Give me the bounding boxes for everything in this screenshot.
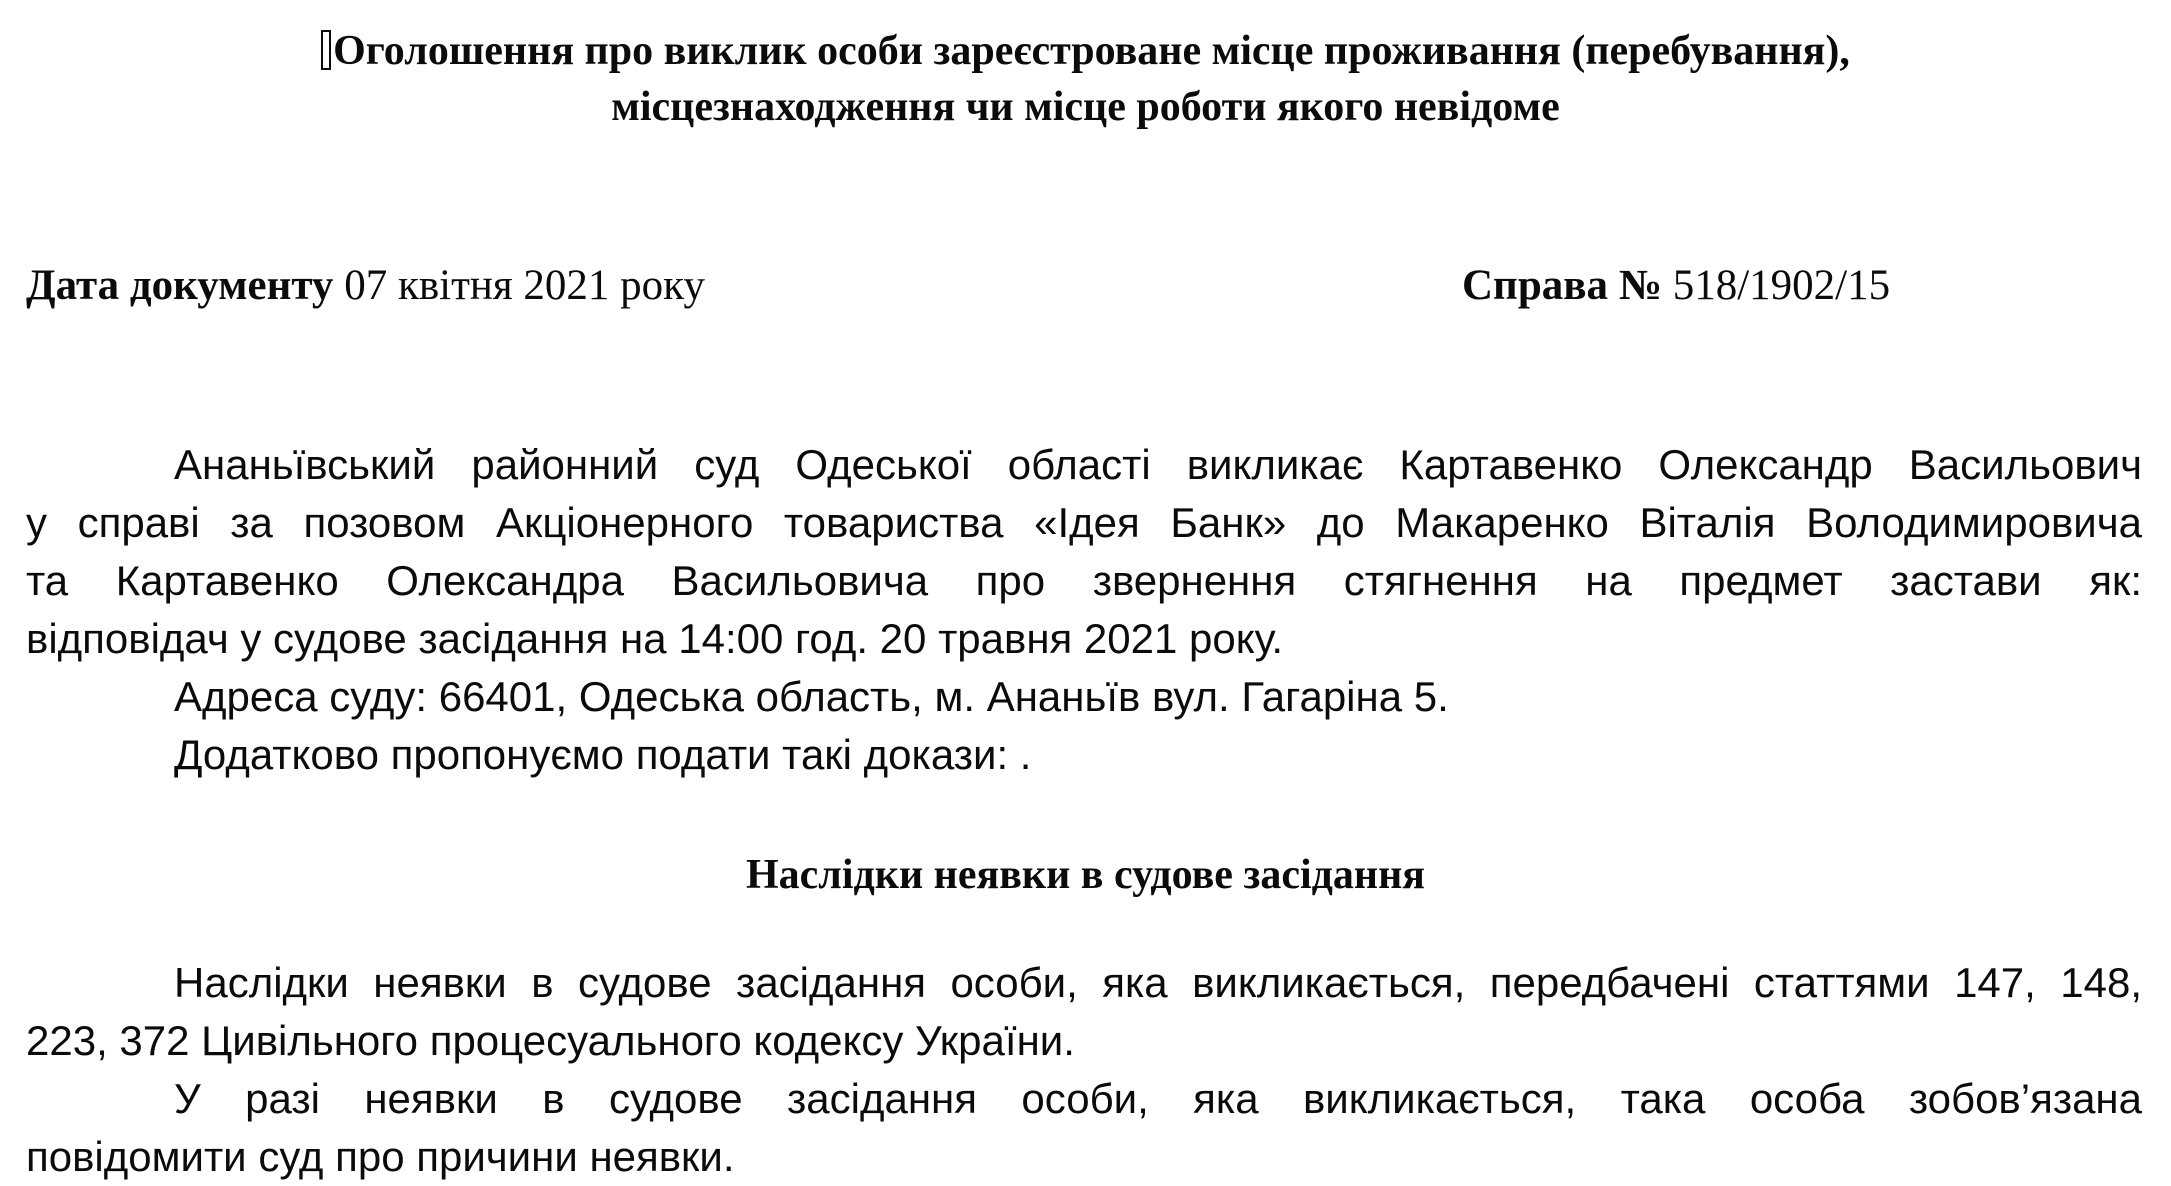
consequences-p2-line-2: повідомити суд про причини неявки. [26, 1133, 735, 1180]
summons-line-4: відповідач у судове засідання на 14:00 год. 20 травня 2021 року. [26, 615, 1284, 662]
document-date [26, 258, 705, 314]
consequences-p2-line-1: У разі неявки в судове засідання особи, яка викликається, така особа зобов’язана [174, 1075, 2142, 1122]
document-date-label: Дата документу [26, 262, 334, 309]
document-title-line-2: місцезнаходження чи місце роботи якого невідоме [611, 84, 1560, 130]
document-date-value: 07 квітня 2021 року [344, 262, 705, 309]
court-address: Адреса суду: 66401, Одеська область, м. Ананьїв вул. Гагаріна 5. [174, 673, 1449, 720]
case-number-value: 518/1902/15 [1672, 262, 1891, 309]
evidence-request: Додатково пропонуємо подати такі докази: . [174, 731, 1032, 778]
summons-line-2: у справі за позовом Акціонерного товариства «Ідея Банк» до Макаренко Віталія Володимировича [26, 499, 2142, 546]
case-number [1462, 258, 1890, 314]
summons-line-1: Ананьївський районний суд Одеської області викликає Картавенко Олександр Васильович [174, 441, 2142, 488]
document-title-text-1: Оголошення про виклик особи зареєстроване місце проживання (перебування), [333, 28, 1850, 74]
missing-glyph-box [321, 30, 331, 70]
consequences-p1-line-1: Наслідки неявки в судове засідання особи, яка викликається, передбачені статтями 147, 148, [174, 959, 2142, 1006]
case-number-label: Справа № [1462, 262, 1662, 309]
summons-line-3: та Картавенко Олександра Васильовича про звернення стягнення на предмет застави як: [26, 557, 2142, 604]
consequences-heading: Наслідки неявки в судове засідання [745, 852, 1426, 898]
document-title-line-1 [0, 24, 2171, 78]
consequences-p1-line-2: 223, 372 Цивільного процесуального кодексу України. [26, 1017, 1075, 1064]
